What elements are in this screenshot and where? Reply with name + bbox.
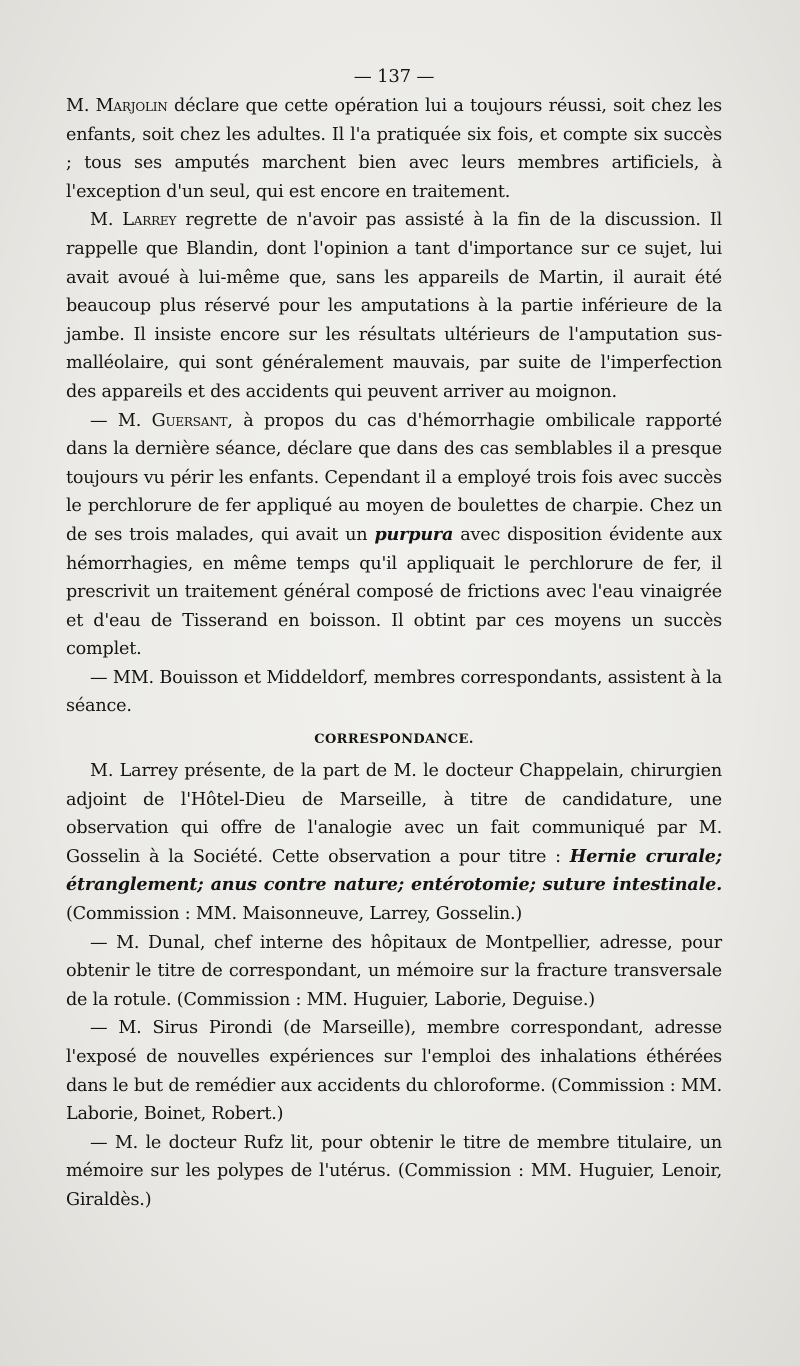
- paragraph-text: — M. Sirus Pirondi (de Marseille), membre correspondant, adresse l'exposé de nouvelles expériences sur l'emploi des inhalations éthérées dans le but de remédier aux accidents du chloroforme. (Commission : MM. Laborie, Boinet, Robert.): [66, 1018, 722, 1125]
- document-body: [66, 64, 722, 1215]
- italic-title: Hernie crurale; étranglement; anus contre nature; entérotomie; suture intestinale.: [66, 845, 722, 896]
- paragraph-dunal: [66, 929, 722, 1015]
- paragraph-bouisson: [66, 664, 722, 721]
- paragraph-chappelain: [66, 757, 722, 929]
- paragraph-text: (Commission : MM. Maisonneuve, Larrey, Gosselin.): [66, 904, 523, 925]
- paragraph-text: — MM. Bouisson et Middeldorf, membres correspondants, assistent à la séance.: [66, 667, 722, 717]
- paragraph-larrey: [66, 206, 722, 406]
- paragraph-marjolin: [66, 92, 722, 206]
- paragraph-text: déclare que cette opération lui a toujours réussi, soit chez les enfants, soit chez les adultes. Il l'a pratiquée six fois, et compte six succès ; tous ses amputés marchent bien avec leurs membres artificiels, à l'exception d'un seul, qui est encore en traitement.: [66, 96, 723, 202]
- paragraph-text: avec disposition évidente aux hémorrhagies, en même temps qu'il appliquait le perchlorure de fer, il prescrivit un traitement général composé de frictions avec l'eau vinaigrée et d'eau de Tisserand en boisson. Il obtint par ces moyens un succès complet.: [66, 524, 722, 660]
- section-heading: CORRESPONDANCE.: [314, 732, 474, 748]
- paragraph-text: — M. le docteur Rufz lit, pour obtenir le titre de membre titulaire, un mémoire sur les polypes de l'utérus. (Commission : MM. Huguier, Lenoir, Giraldès.): [66, 1132, 722, 1210]
- paragraph-text: — M. Dunal, chef interne des hôpitaux de Montpellier, adresse, pour obtenir le titre de correspondant, un mémoire sur la fracture transversale de la rotule. (Commission : MM. Huguier, Laborie, Deguise.): [66, 932, 722, 1010]
- paragraph-text: M. Larrey présente, de la part de M. le docteur Chappelain, chirurgien adjoint de l'Hôtel-Dieu de Marseille, à titre de candidature, une observation qui offre de l'analogie avec un fait communiqué par M. Gosselin à la Société. Cette observation a pour titre :: [66, 761, 722, 867]
- page-number: — 137 —: [353, 66, 435, 87]
- italic-term: purpura: [374, 523, 454, 545]
- speaker-name: M. Guersant: [117, 410, 228, 431]
- paragraph-rufz: [66, 1129, 722, 1215]
- paragraph-text: , à propos du cas d'hémorrhagie ombilicale rapporté dans la dernière séance, déclare que dans des cas semblables il a presque toujours vu périr les enfants. Cependant il a employé trois fois avec succès le perchlorure de fer appliqué au moyen de boulettes de charpie. Chez un de ses trois malades, qui avait un: [66, 410, 722, 545]
- speaker-name: M. Larrey: [90, 210, 177, 231]
- paragraph-guersant: [66, 407, 722, 664]
- paragraph-text: regrette de n'avoir pas assisté à la fin de la discussion. Il rappelle que Blandin, dont l'opinion a tant d'importance sur ce sujet, lui avait avoué à lui-même que, sans les appareils de Martin, il aurait été beaucoup plus réservé pour les amputations à la partie inférieure de la jambe. Il insiste encore sur les résultats ultérieurs de l'amputation sus-malléolaire, qui sont généralement mauvais, par suite de l'imperfection des appareils et des accidents qui peuvent arriver au moignon.: [66, 210, 722, 402]
- speaker-name: M. Marjolin: [66, 96, 168, 116]
- dash: —: [90, 410, 118, 431]
- paragraph-pirondi: [66, 1014, 722, 1128]
